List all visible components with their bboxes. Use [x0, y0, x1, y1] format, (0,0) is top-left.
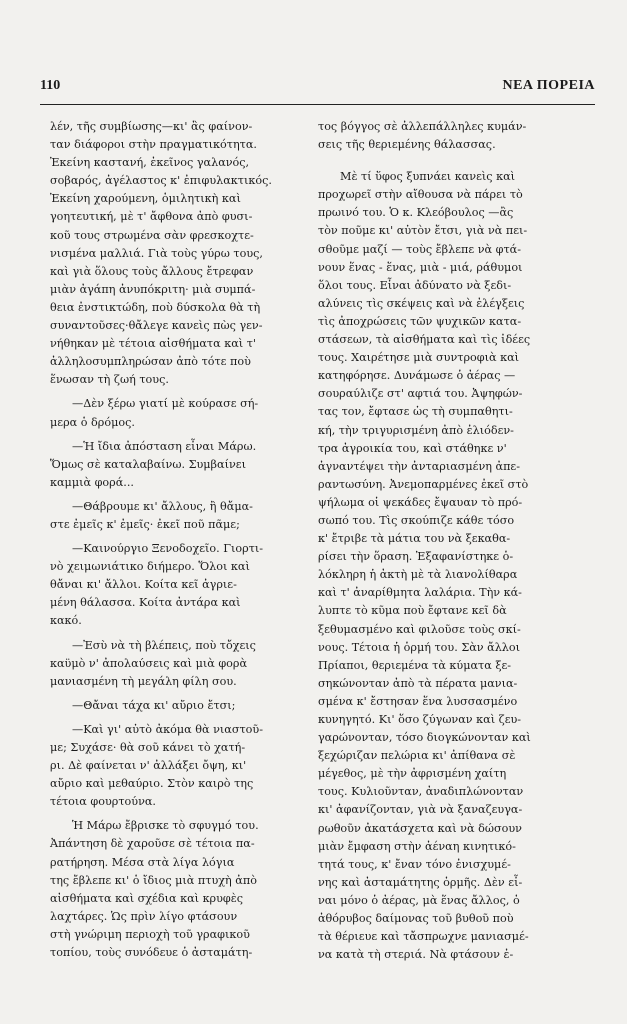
left-column	[50, 118, 312, 968]
running-head: ΝΕΑ ΠΟΡΕΙΑ	[502, 78, 595, 93]
paragraph: τος βόγγος σὲ ἀλλεπάλληλες κυμάν- σεις τῆς θεριεμένης θάλασσας.	[318, 120, 527, 152]
paragraph: —Καινούργιο Ξενοδοχεῖο. Γιορτι- νὸ χειμωνιάτικο διήμερο. Ὅλοι καὶ θἄναι κι' ἄλλοι. Κοίτα κεῖ ἀγριε- μένη θάλασσα. Κοίτα ἀντάρα καὶ κακό.	[50, 542, 264, 628]
paragraph: —Καὶ γι' αὐτὸ ἀκόμα θὰ νιαστοῦ- με; Συχάσε· θὰ σοῦ κάνει τὸ χατή- ρι. Δὲ φαίνεται ν' ἀλλάξει ὄψη, κι' αὔριο καὶ μεθαύριο. Στὸν καιρὸ της τέτοια φουρτούνα.	[50, 722, 263, 809]
paragraph: Ἡ Μάρω ἔβρισκε τὸ σφυγμό του. Ἀπάντηση δὲ χαροῦσε σὲ τέτοια πα- ρατήρηση. Μέσα στὰ λίγα λόγια της ἔβλεπε κι' ὁ ἴδιος μιὰ πτυχὴ ἀπὸ αἰσθήματα καὶ σχέδια καὶ κρυφὲς λαχτάρες. Ὡς πρὶν λίγο φτάσουν στὴ γνώριμη περιοχὴ τοῦ γραφικοῦ τοπίου, τοὺς συνόδευε ὁ ἀσταμάτη-	[50, 819, 259, 960]
page-number: 110	[40, 78, 61, 93]
paragraph: λέν, τῆς συμβίωσης—κι' ἂς φαίνον- ταν διάφοροι στὴν πραγματικότητα. Ἐκείνη καστανή, ἐκεῖνος γαλανός, σοβαρός, ἀγέλαστος κ' ἐπιφυλακτικός. Ἐκείνη χαρούμενη, ὁμιλητικὴ καὶ γοητευτική, μὲ τ' ἄφθονα ἀπὸ φυσι- κοῦ τους στρωμένα σὰν φρεσκοχτε- νισμένα μαλλιά. Γιὰ τοὺς γύρω τους, καὶ γιὰ ὅλους τοὺς ἄλλους ἔτρεφαν μιὰν ἀγάπη ἀνυπόκριτη· μιὰ συμπά- θεια ἐνστικτώδη, ποὺ δύσκολα θὰ τὴ συναντοῦσες·θἄλεγε κανεὶς πὼς γεν- νήθηκαν μὲ τέτοια αἰσθήματα καὶ τ' ἀλληλοσυμπληρώσαν ἀπὸ τότε ποὺ ἕνωσαν τὴ ζωή τους.	[50, 120, 272, 387]
paragraph: —Θἄναι τάχα κι' αὔριο ἔτσι;	[72, 698, 236, 712]
paragraph: —Δὲν ξέρω γιατί μὲ κούρασε σή- μερα ὁ δρόμος.	[50, 397, 259, 429]
paragraph: —Θάβρουμε κι' ἄλλους, ἢ θἄμα- στε ἐμεῖς κ' ἐμεῖς· ἐκεῖ ποῦ πᾶμε;	[50, 499, 253, 531]
page-header	[40, 78, 595, 105]
right-column	[318, 118, 580, 970]
paragraph: —Ἐσὺ νὰ τὴ βλέπεις, ποὺ τὄχεις καϋμὸ ν' ἀπολαύσεις καὶ μιὰ φορὰ μανιασμένη τὴ μεγάλη φίλη σου.	[50, 638, 256, 688]
paragraph: —Ἡ ἴδια ἀπόσταση εἶναι Μάρω. Ὅμως σὲ καταλαβαίνω. Συμβαίνει καμμιὰ φορά...	[50, 439, 257, 489]
paragraph: Μὲ τί ὕφος ξυπνάει κανεὶς καὶ προχωρεῖ στὴν αἴθουσα νὰ πάρει τὸ πρωινό του. Ὁ κ. Κλεόβουλος —ἂς τὸν ποῦμε κι' αὐτὸν ἔτσι, γιὰ νὰ πει- σθοῦμε μαζί — τοὺς ἔβλεπε νὰ φτά- νουν ἕνας - ἕνας, μιὰ - μιά, ράθυμοι ὅλοι τους. Εἶναι ἀδύνατο νὰ ξεδι- αλύνεις τὶς σκέψεις καὶ νὰ ἐλέγξεις τὶς ἀποχρώσεις τῶν ψυχικῶν κατα- στάσεων, τὰ αἰσθήματα καὶ τὶς ἰδέες τους. Χαιρέτησε μιὰ συντροφιὰ καὶ κατηφόρησε. Δυνάμωσε ὁ ἀέρας — σουραύλιζε στ' αφτιά του. Ἀψηφών- τας τον, ἔφτασε ὡς τὴ συμπαθητι- κή, τὴν τριγυρισμένη ἀπὸ ἐλιόδεν- τρα ἀγροικία του, καὶ στάθηκε ν' ἀγναντέψει τὴν ἀνταριασμένη ἀπε- ραντωσύνη. Ἀνεμοπαρμένες ἐκεῖ στὸ ψήλωμα οἱ ψεκάδες ἔψαυαν τὸ πρό- σωπό του. Τὶς σκούπιζε κάθε τόσο κ' ἔτριβε τὰ μάτια του νὰ ξεκαθα- ρίσει τὴν ὅραση. Ἐξαφανίστηκε ὁ- λόκληρη ἡ ἀκτὴ μὲ τὰ λιανολίθαρα καὶ τ' ἀναρίθμητα λαλάρια. Τὴν κά- λυπτε τὸ κῦμα ποὺ ἔφτανε κεῖ δὰ ξεθυμασμένο καὶ φιλοῦσε τοὺς σκί- νους. Τέτοια ἡ ὁρμή του. Σὰν ἄλλοι Πρίαποι, θεριεμένα τὰ κύματα ξε- σηκώνονταν ἀπὸ τὰ πέρατα μανια- σμένα κ' ἔστησαν ἕνα λυσσασμένο κυνηγητό. Κι' ὅσο ζύγωναν καὶ ζευ- γαρώνονταν, τόσο διογκώνονταν καὶ ξεχώριζαν πελώρια κι' ἀπίθανα σὲ μέγεθος, μὲ τὴν ἀφρισμένη χαίτη τους. Κυλιοῦνταν, ἀναδιπλώνονταν κι' ἀφανίζονταν, γιὰ νὰ ξαναζευγα- ρωθοῦν ἀκατάσχετα καὶ νὰ δώσουν μιὰν ἔμφαση στὴν ἀέναη κινητικό- τητά τους, κ' ἔναν τόνο ἐνισχυμέ- νης καὶ ἀσταμάτητης ὁρμῆς. Δὲν εἶ- ναι μόνο ὁ ἀέρας, μὰ ἕνας ἄλλος, ὁ ἀθόρυβος δαίμονας τοῦ βυθοῦ ποὺ τὰ θέριευε καὶ τἄσπρωχνε μανιασμέ- να κατὰ τὴ στεριά. Νὰ φτάσουν ἐ-	[318, 170, 531, 962]
